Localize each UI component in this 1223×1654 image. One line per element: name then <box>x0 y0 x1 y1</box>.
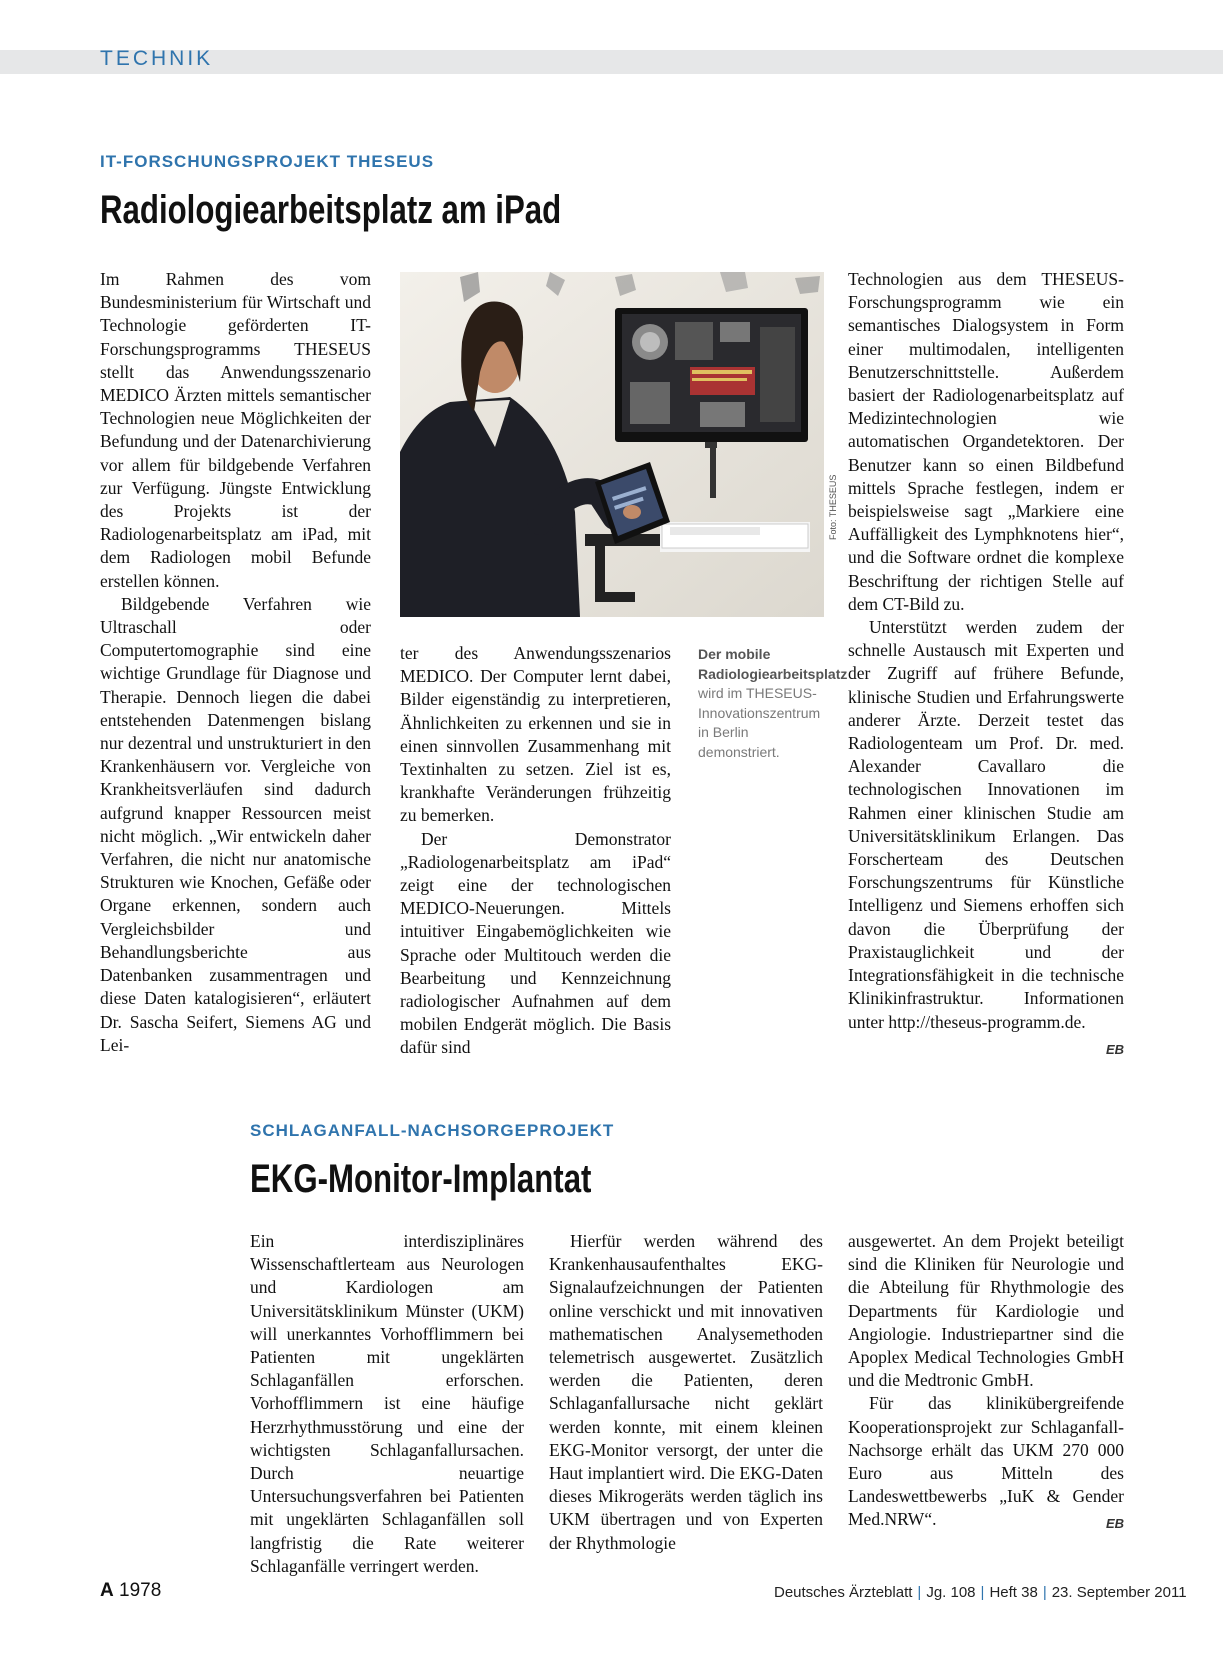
article2-column-2 <box>549 1230 823 1555</box>
article1-column-1 <box>100 268 371 1057</box>
article2-col3-paragraph-2 <box>848 1392 1124 1531</box>
photo-caption-bold: Der mobile Radiologiearbeitsplatz <box>698 646 848 682</box>
article1-column-2 <box>400 642 671 1060</box>
photo-credit: Foto: THESEUS <box>828 474 838 540</box>
journal-date: 23. September 2011 <box>1051 1584 1187 1601</box>
article1-col1-paragraph-1: Im Rahmen des vom Bundesministerium für Wirtschaft und Technologie geförderten IT-Forschungsprogramms THESEUS stellt das Anwendungsszenario MEDICO Ärzten mittels semantischer Technologien neue Möglichkeiten der Befundung und der Datenarchivierung vor allem für bildgebende Verfahren zur Verfügung. Jüngste Entwicklung des Projekts ist der Radiologenarbeitsplatz am iPad, mit dem Radiologen mobil Befunde erstellen können. <box>100 269 371 591</box>
journal-name: Deutsches Ärzteblatt <box>774 1584 913 1601</box>
article2-title: EKG-Monitor-Implantat <box>250 1157 592 1201</box>
footer-separator: | <box>917 1584 922 1601</box>
page-number <box>100 1580 161 1602</box>
footer-separator: | <box>980 1584 985 1601</box>
photo-caption <box>698 645 848 762</box>
article2-column-3 <box>848 1230 1124 1536</box>
footer-separator: | <box>1042 1584 1047 1601</box>
article2-kicker: SCHLAGANFALL-NACHSORGEPROJEKT <box>250 1121 615 1140</box>
article1-col3-paragraph-1: Technologien aus dem THESEUS-Forschungsprogramm wie ein semantisches Dialogsystem in Form einer multimodalen, intelligenten Benutzerschnittstelle. Außerdem basiert der Radiologenarbeitsplatz auf Medizintechnologien wie automatischen Organdetektoren. Der Benutzer kann so einen Bildbefund mittels Sprache festlegen, indem er beispielsweise sagt „Markiere eine Auffälligkeit des Lymphknotens hier“, und die Software ordnet die komplexe Beschriftung der richtigen Stelle auf dem CT-Bild zu. <box>848 269 1124 614</box>
article1-signature: EB <box>1105 1041 1124 1057</box>
article1-column-3 <box>848 268 1124 1061</box>
article1-col3-paragraph-2-text: Unterstützt werden zudem der schnelle Austausch mit Experten und der Zugriff auf frühere Befunde, klinische Studien und Erfahrungswerte anderer Ärzte. Derzeit testet das Radiologenteam um Prof. Dr. med. Alexander Cavallaro die technologischen Innovationen im Rahmen einer klinischen Studie am Universitätsklinikum Erlangen. Das Forscherteam des Deutschen Forschungszentrums für Künstliche Intelligenz und Siemens erhoffen sich davon die Überprüfung der Praxistauglichkeit und der Integrationsfähigkeit in die technische Klinikinfrastruktur. Informationen unter http://theseus-programm.de. <box>848 617 1124 1032</box>
article1-kicker: IT-FORSCHUNGSPROJEKT THESEUS <box>100 152 435 171</box>
article1-title: Radiologiearbeitsplatz am iPad <box>100 188 562 232</box>
photo-illustration <box>400 272 824 617</box>
article2-col1-paragraph-1: Ein interdisziplinäres Wissenschaftlerteam aus Neurologen und Kardiologen am Universitätsklinikum Münster (UKM) will unerkanntes Vorhofflimmern bei Patienten mit ungeklärten Schlaganfällen erforschen. Vorhofflimmern ist eine häufige Herzrhythmusstörung und eine der wichtigsten Schlaganfallursachen. Durch neuartige Untersuchungsverfahren bei Patienten mit ungeklärten Schlaganfällen soll langfristig die Rate weiterer Schlaganfälle verringert werden. <box>250 1231 524 1576</box>
article2-column-1 <box>250 1230 524 1578</box>
article2-col3-paragraph-2-text: Für das klinikübergreifende Kooperationsprojekt zur Schlaganfall-Nachsorge erhält das UKM 270 000 Euro aus Mitteln des Landeswettbewerbs „IuK & Gender Med.NRW“. <box>848 1393 1124 1530</box>
page-number-value: 1978 <box>119 1580 162 1601</box>
photo-caption-text: wird im THESEUS-Innovationszentrum in Berlin demonstriert. <box>698 685 821 760</box>
article1-col2-paragraph-2: Der Demonstrator „Radiologenarbeitsplatz am iPad“ zeigt eine der technologischen MEDICO-Neuerungen. Mittels intuitiver Eingabemöglichkeiten wie Sprache oder Multitouch werden die Bearbeitung und Kennzeichnung radiologischer Aufnahmen auf dem mobilen Endgerät möglich. Die Basis dafür sind <box>400 828 671 1058</box>
article2-col3-paragraph-1: ausgewertet. An dem Projekt beteiligt sind die Kliniken für Neurologie und die Abteilung für Rhythmologie des Departments für Kardiologie und Angiologie. Industriepartner sind die Apoplex Medical Technologies GmbH und die Medtronic GmbH. <box>848 1231 1124 1391</box>
article1-col2-paragraph-1: ter des Anwendungsszenarios MEDICO. Der Computer lernt dabei, Bilder eigenständig zu interpretieren, Ähnlichkeiten zu erkennen und sie in einen sinnvollen Zusammenhang mit Textinhalten zu setzen. Ziel ist es, krankhafte Veränderungen frühzeitig zu bemerken. <box>400 643 671 826</box>
journal-volume: Jg. 108 <box>926 1584 976 1601</box>
page-prefix: A <box>100 1580 114 1601</box>
article1-col3-paragraph-2 <box>848 616 1124 1057</box>
article2-col2-paragraph-1: Hierfür werden während des Krankenhausaufenthaltes EKG-Signalaufzeichnungen der Patienten online verschickt und mit innovativen mathematischen Analysemethoden telemetrisch ausgewertet. Zusätzlich werden die Patienten, deren Schlaganfallursache nicht geklärt werden konnte, mit einem kleinen EKG-Monitor versorgt, der unter die Haut implantiert wird. Die EKG-Daten dieses Mikrogeräts werden täglich ins UKM übertragen und von Experten der Rhythmologie <box>549 1231 823 1553</box>
article2-signature: EB <box>1105 1516 1124 1532</box>
article1-col1-paragraph-2: Bildgebende Verfahren wie Ultraschall oder Computertomographie sind eine wichtige Grundlage für Diagnose und Therapie. Dennoch liegen die dabei entstehenden Datenmengen bislang nur dezentral und unstrukturiert in den Krankenhäusern vor. Vergleiche von Krankheitsverläufen sind dadurch aufgrund knapper Ressourcen meist nicht möglich. „Wir entwickeln daher Verfahren, die nicht nur anatomische Strukturen wie Knochen, Gefäße oder Organe erkennen, sondern auch Vergleichsbilder und Behandlungsberichte aus Datenbanken zusammentragen und diese Daten katalogisieren“, erläutert Dr. Sascha Seifert, Siemens AG und Lei- <box>100 593 371 1055</box>
journal-issue: Heft 38 <box>989 1584 1038 1601</box>
section-label: TECHNIK <box>100 47 214 70</box>
article-photo <box>400 272 824 617</box>
journal-info <box>774 1584 1187 1601</box>
